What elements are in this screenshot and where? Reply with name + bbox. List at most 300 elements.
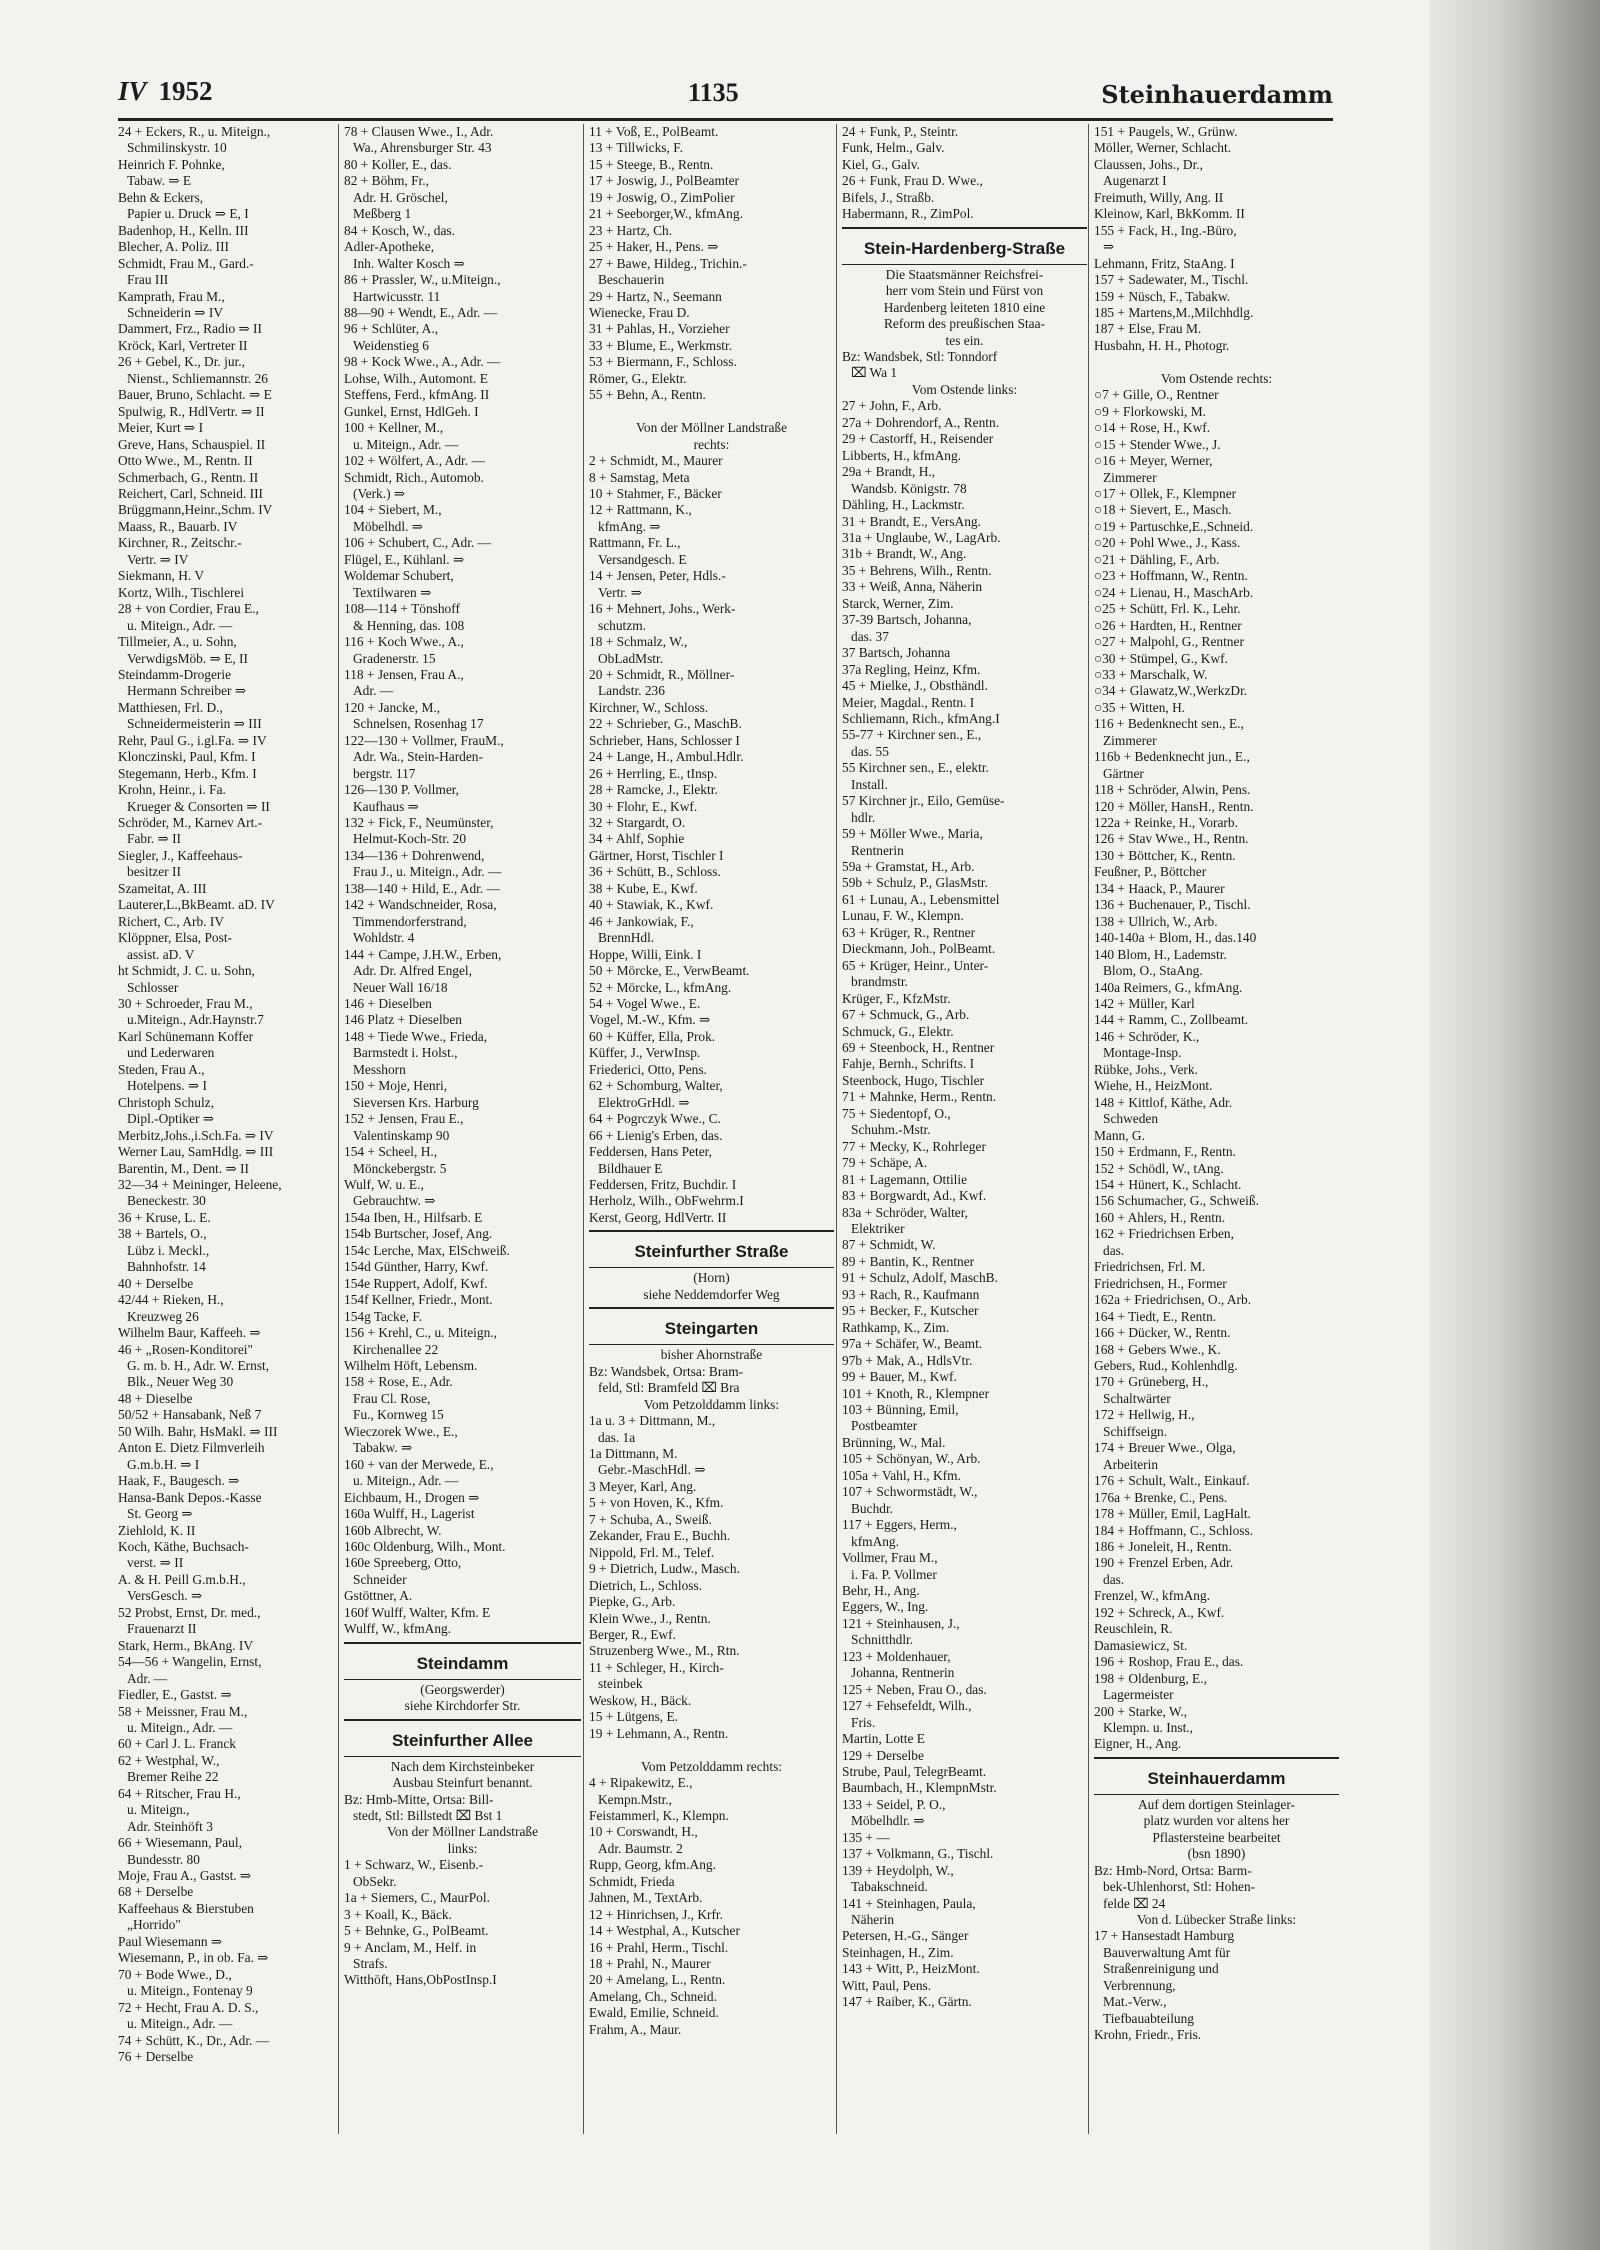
entry-continuation: Valentinskamp 90 xyxy=(353,1127,450,1143)
directory-entry: A. & H. Peill G.m.b.H., xyxy=(118,1571,246,1587)
directory-entry: 34 + Ahlf, Sophie xyxy=(589,831,685,847)
directory-entry: Kortz, Wilh., Tischlerei xyxy=(118,584,245,600)
directory-entry: Fahje, Bernh., Schrifts. I xyxy=(842,1056,975,1072)
entry-continuation: Schweden xyxy=(1103,1111,1159,1127)
entry-continuation: u. Miteign., Adr. — xyxy=(353,436,459,452)
directory-entry: 118 + Jensen, Frau A., xyxy=(344,666,464,682)
entry-continuation: Nienst., Schliemannstr. 26 xyxy=(127,370,268,386)
directory-entry: 32—34 + Meininger, Heleene, xyxy=(118,1177,282,1192)
directory-entry: Vogel, M.-W., Kfm. ⇒ xyxy=(589,1012,711,1028)
entry-continuation: Adr. H. Gröschel, xyxy=(353,189,448,205)
directory-entry: 116b + Bedenknecht jun., E., xyxy=(1094,749,1250,765)
entry-continuation: BrennHdl. xyxy=(598,930,655,946)
directory-entry: Zekander, Frau E., Buchh. xyxy=(589,1528,731,1544)
entry-continuation: VerwdigsMöb. ⇒ E, II xyxy=(127,650,248,666)
entry-continuation: Neuer Wall 16/18 xyxy=(353,979,448,995)
directory-entry: 11 + Voß, E., PolBeamt. xyxy=(589,124,719,139)
entry-continuation: Gebr.-MaschHdl. ⇒ xyxy=(598,1462,706,1478)
directory-entry: 142 + Müller, Karl xyxy=(1094,996,1195,1012)
directory-entry: 144 + Ramm, C., Zollbeamt. xyxy=(1094,1012,1249,1028)
entry-continuation: Kempn.Mstr., xyxy=(598,1791,673,1807)
directory-entry: Wilhelm Baur, Kaffeeh. ⇒ xyxy=(118,1325,261,1341)
directory-entry: 5 + von Hoven, K., Kfm. xyxy=(589,1495,724,1511)
directory-entry: Merbitz,Johs.,i.Sch.Fa. ⇒ IV xyxy=(118,1127,274,1143)
directory-entry: Rupp, Georg, kfm.Ang. xyxy=(589,1857,716,1873)
directory-entry: 29 + Castorff, H., Reisender xyxy=(842,431,994,447)
directory-entry: 123 + Moldenhauer, xyxy=(842,1648,951,1664)
entry-continuation: Timmendorferstrand, xyxy=(353,913,467,929)
entry-continuation: Schlosser xyxy=(127,979,179,995)
entry-continuation: Arbeiterin xyxy=(1103,1456,1159,1472)
directory-entry: 60 + Carl J. L. Franck xyxy=(118,1736,237,1752)
directory-entry: 162a + Friedrichsen, O., Arb. xyxy=(1094,1292,1252,1308)
page-header xyxy=(118,70,1333,121)
directory-entry: 105 + Schönyan, W., Arb. xyxy=(842,1451,981,1467)
entry-continuation: Schiffseign. xyxy=(1103,1423,1168,1439)
entry-continuation: Straßenreinigung und xyxy=(1103,1961,1219,1977)
directory-entry: ○33 + Marschalk, W. xyxy=(1094,666,1208,682)
entry-continuation: Kirchenallee 22 xyxy=(353,1341,439,1357)
directory-entry: Römer, G., Elektr. xyxy=(589,370,687,386)
directory-entry: Moje, Frau A., Gastst. ⇒ xyxy=(118,1868,252,1884)
directory-entry: 120 + Möller, HansH., Rentn. xyxy=(1094,798,1254,814)
directory-entry: 66 + Lienig's Erben, das. xyxy=(589,1127,723,1143)
entry-continuation: stedt, Stl: Billstedt ⌧ Bst 1 xyxy=(353,1807,503,1823)
directory-entry: Tillmeier, A., u. Sohn, xyxy=(118,634,237,650)
directory-entry: Bz: Wandsbek, Stl: Tonndorf xyxy=(842,348,998,364)
directory-entry: 170 + Grüneberg, H., xyxy=(1094,1374,1209,1390)
directory-entry: 198 + Oldenburg, E., xyxy=(1094,1670,1207,1686)
directory-entry: 154c Lerche, Max, ElSchweiß. xyxy=(344,1242,510,1258)
directory-entry: Badenhop, H., Kelln. III xyxy=(118,222,249,238)
directory-entry: 103 + Bünning, Emil, xyxy=(842,1401,959,1417)
directory-entry: Gstöttner, A. xyxy=(344,1588,413,1604)
directory-entry: Eichbaum, H., Drogen ⇒ xyxy=(344,1489,480,1505)
directory-entry: Stegemann, Herb., Kfm. I xyxy=(118,765,257,781)
street-note: herr vom Stein und Fürst von xyxy=(885,283,1044,299)
directory-entry: 80 + Koller, E., das. xyxy=(344,156,452,172)
street-note: Von der Möllner Landstraße xyxy=(386,1824,539,1840)
directory-entry: 54—56 + Wangelin, Ernst, xyxy=(118,1654,262,1670)
street-heading: Steinhauerdamm xyxy=(1094,1757,1339,1795)
directory-entry: ○19 + Partuschke,E.,Schneid. xyxy=(1094,518,1254,534)
directory-entry: Libberts, H., kfmAng. xyxy=(842,447,962,463)
directory-entry: Feddersen, Hans Peter, xyxy=(589,1144,712,1160)
street-heading: Steindamm xyxy=(344,1642,581,1680)
entry-continuation: Tabakw. ⇒ xyxy=(353,1440,413,1456)
directory-entry: Bifels, J., Straßb. xyxy=(842,189,935,205)
directory-entry: 141 + Steinhagen, Paula, xyxy=(842,1895,976,1911)
directory-entry: Wulf, W. u. E., xyxy=(344,1177,424,1192)
directory-entry: 17 + Hansestadt Hamburg xyxy=(1094,1928,1235,1944)
directory-entry: ○18 + Sievert, E., Masch. xyxy=(1094,502,1232,518)
entry-continuation: bek-Uhlenhorst, Stl: Hohen- xyxy=(1103,1879,1256,1895)
directory-entry: 146 Platz + Dieselben xyxy=(344,1012,462,1028)
directory-entry: 127 + Fehsefeldt, Wilh., xyxy=(842,1698,972,1714)
directory-entry: 26 + Herrling, E., tInsp. xyxy=(589,765,718,781)
directory-entry: 16 + Prahl, Herm., Tischl. xyxy=(589,1939,729,1955)
entry-continuation: Dipl.-Optiker ⇒ xyxy=(127,1111,215,1127)
directory-entry: 52 Probst, Ernst, Dr. med., xyxy=(118,1604,261,1620)
directory-entry: 55 + Behn, A., Rentn. xyxy=(589,387,706,403)
directory-entry: Weskow, H., Bäck. xyxy=(589,1692,692,1708)
entry-continuation: Mat.-Verw., xyxy=(1103,1994,1167,2010)
directory-entry: 61 + Lunau, A., Lebensmittel xyxy=(842,891,1000,907)
directory-entry: 160a Wulff, H., Lagerist xyxy=(344,1506,475,1522)
entry-continuation: Blom, O., StaAng. xyxy=(1103,963,1203,979)
directory-entry: Meier, Kurt ⇒ I xyxy=(118,420,204,436)
directory-entry: Kaffeehaus & Bierstuben xyxy=(118,1900,254,1916)
directory-entry: 52 + Mörcke, L., kfmAng. xyxy=(589,979,732,995)
directory-entry: 37-39 Bartsch, Johanna, xyxy=(842,612,972,628)
directory-entry: Eggers, W., Ing. xyxy=(842,1599,929,1615)
directory-entry: Behn & Eckers, xyxy=(118,189,204,205)
directory-entry: Strube, Paul, TelegrBeamt. xyxy=(842,1763,987,1779)
directory-entry: 164 + Tiedt, E., Rentn. xyxy=(1094,1308,1217,1324)
directory-entry: Küffer, J., VerwInsp. xyxy=(589,1045,701,1061)
directory-entry: 20 + Amelang, L., Rentn. xyxy=(589,1972,726,1988)
directory-entry: Amelang, Ch., Schneid. xyxy=(589,1988,717,2004)
directory-entry: 77 + Mecky, K., Rohrleger xyxy=(842,1138,986,1154)
directory-entry: 156 Schumacher, G., Schweiß. xyxy=(1094,1193,1259,1209)
directory-entry: Funk, Helm., Galv. xyxy=(842,140,945,156)
directory-entry: 91 + Schulz, Adolf, MaschB. xyxy=(842,1270,998,1286)
street-note: rechts: xyxy=(693,436,730,452)
entry-continuation: Tiefbauabteilung xyxy=(1103,2010,1194,2026)
entry-continuation: Versandgesch. E xyxy=(598,551,687,567)
directory-entry: 1a + Siemers, C., MaurPol. xyxy=(344,1890,490,1906)
directory-entry: 168 + Gebers Wwe., K. xyxy=(1094,1341,1221,1357)
volume-year xyxy=(118,76,213,107)
entry-continuation: Elektriker xyxy=(851,1221,905,1236)
entry-continuation: Schnitthdlr. xyxy=(851,1632,914,1648)
directory-entry: 154g Tacke, F. xyxy=(344,1308,423,1324)
street-note: (Horn) xyxy=(693,1270,730,1286)
entry-continuation: assist. aD. V xyxy=(127,946,195,962)
directory-entry: Paul Wiesemann ⇒ xyxy=(118,1933,223,1949)
directory-entry: 38 + Kube, E., Kwf. xyxy=(589,880,698,896)
directory-entry: 158 + Rose, E., Adr. xyxy=(344,1374,453,1390)
directory-entry: 62 + Westphal, W., xyxy=(118,1752,220,1768)
directory-entry: Lohse, Wilh., Automont. E xyxy=(344,370,488,386)
directory-entry: Wiehe, H., HeizMont. xyxy=(1094,1078,1213,1094)
directory-entry: Herholz, Wilh., ObFwehrm.I xyxy=(589,1193,744,1209)
directory-entry: ○27 + Malpohl, G., Rentner xyxy=(1094,634,1244,650)
directory-entry: Ziehlold, K. II xyxy=(118,1522,196,1538)
street-note: Nach dem Kirchsteinbeker xyxy=(390,1758,535,1774)
directory-entry: 15 + Lütgens, E. xyxy=(589,1709,679,1725)
directory-entry: 55-77 + Kirchner sen., E., xyxy=(842,727,982,743)
directory-entry: 144 + Campe, J.H.W., Erben, xyxy=(344,946,502,962)
directory-entry: ○25 + Schütt, Frl. K., Lehr. xyxy=(1094,601,1241,617)
directory-entry: Steffens, Ferd., kfmAng. II xyxy=(344,387,490,403)
directory-entry: Szameitat, A. III xyxy=(118,880,207,896)
street-note: Von d. Lübecker Straße links: xyxy=(1136,1912,1297,1928)
entry-continuation: Adr. Steinhöft 3 xyxy=(127,1818,213,1834)
directory-entry: 152 + Jensen, Frau E., xyxy=(344,1111,464,1127)
directory-entry: Jahnen, M., TextArb. xyxy=(589,1890,703,1906)
directory-entry: Blecher, A. Poliz. III xyxy=(118,239,230,255)
directory-entry: Haak, F., Baugesch. ⇒ xyxy=(118,1473,240,1489)
directory-entry: 50/52 + Hansabank, Neß 7 xyxy=(118,1407,262,1423)
entry-continuation: verst. ⇒ II xyxy=(127,1555,184,1571)
directory-entry: 40 + Derselbe xyxy=(118,1275,194,1291)
entry-continuation: Barmstedt i. Holst., xyxy=(353,1045,458,1061)
directory-entry: 3 + Koall, K., Bäck. xyxy=(344,1906,452,1922)
directory-entry: 148 + Kittlof, Käthe, Adr. xyxy=(1094,1094,1233,1110)
entry-continuation: Bremer Reihe 22 xyxy=(127,1769,219,1785)
directory-entry: Wilhelm Höft, Lebensm. xyxy=(344,1357,478,1373)
entry-continuation: das. xyxy=(1103,1571,1125,1587)
directory-entry: 27a + Dohrendorf, A., Rentn. xyxy=(842,414,1000,430)
directory-entry: 48 + Dieselbe xyxy=(118,1390,193,1406)
directory-entry: 106 + Schubert, C., Adr. — xyxy=(344,535,492,551)
directory-entry: Kleinow, Karl, BkKomm. II xyxy=(1094,206,1245,222)
directory-entry: 81 + Lagemann, Ottilie xyxy=(842,1171,968,1187)
directory-entry: Heinrich F. Pohnke, xyxy=(118,156,225,172)
directory-entry: Klöppner, Elsa, Post- xyxy=(118,930,233,946)
entry-continuation: Krueger & Consorten ⇒ II xyxy=(127,798,270,814)
directory-entry: Schrieber, Hans, Schlosser I xyxy=(589,732,740,748)
directory-entry: 154d Günther, Harry, Kwf. xyxy=(344,1259,489,1275)
directory-entry: 62 + Schomburg, Walter, xyxy=(589,1078,723,1094)
entry-continuation: Inh. Walter Kosch ⇒ xyxy=(353,255,465,271)
directory-entry: 29 + Hartz, N., Seemann xyxy=(589,288,722,304)
spacer xyxy=(589,404,834,420)
entry-continuation: hdlr. xyxy=(851,809,876,825)
directory-entry: Gunkel, Ernst, HdlGeh. I xyxy=(344,403,479,419)
street-note: (bsn 1890) xyxy=(1187,1846,1246,1862)
directory-entry: 200 + Starke, W., xyxy=(1094,1703,1188,1719)
directory-entry: 154b Burtscher, Josef, Ang. xyxy=(344,1226,493,1242)
entry-continuation: Kreuzweg 26 xyxy=(127,1308,199,1324)
directory-entry: Ewald, Emilie, Schneid. xyxy=(589,2005,719,2021)
directory-entry: 57 Kirchner jr., Eilo, Gemüse- xyxy=(842,793,1005,809)
entry-continuation: Fu., Kornweg 15 xyxy=(353,1407,444,1423)
directory-entry: 190 + Frenzel Erben, Adr. xyxy=(1094,1555,1234,1571)
entry-continuation: Lübz i. Meckl., xyxy=(127,1242,210,1258)
directory-entry: 59a + Gramstat, H., Arb. xyxy=(842,859,975,875)
directory-entry: 192 + Schreck, A., Kwf. xyxy=(1094,1604,1225,1620)
entry-continuation: Tabaw. ⇒ E xyxy=(127,173,192,189)
directory-entry: Mann, G. xyxy=(1094,1127,1145,1143)
directory-column-2 xyxy=(338,124,585,2134)
directory-entry: 31b + Brandt, W., Ang. xyxy=(842,546,967,562)
directory-entry: Reichert, Carl, Schneid. III xyxy=(118,485,264,501)
directory-entry: 102 + Wölfert, A., Adr. — xyxy=(344,453,485,469)
directory-entry: Freimuth, Willy, Ang. II xyxy=(1094,189,1224,205)
entry-continuation: Bildhauer E xyxy=(598,1160,663,1176)
directory-entry: 68 + Derselbe xyxy=(118,1884,194,1900)
directory-entry: Berger, R., Ewf. xyxy=(589,1626,676,1642)
directory-entry: 28 + von Cordier, Frau E., xyxy=(118,601,259,617)
directory-entry: 18 + Schmalz, W., xyxy=(589,634,688,650)
directory-entry: 67 + Schmuck, G., Arb. xyxy=(842,1007,970,1023)
entry-continuation: Hermann Schreiber ⇒ xyxy=(127,683,247,699)
directory-entry: 75 + Siedentopf, O., xyxy=(842,1105,951,1121)
directory-entry: 126—130 P. Vollmer, xyxy=(344,782,460,798)
directory-entry: 156 + Krehl, C., u. Miteign., xyxy=(344,1325,497,1341)
entry-continuation: Wa., Ahrensburger Str. 43 xyxy=(353,140,492,156)
directory-entry: 185 + Martens,M.,Milchhdlg. xyxy=(1094,304,1254,320)
directory-entry: 5 + Behnke, G., PolBeamt. xyxy=(344,1923,489,1939)
entry-continuation: Schneiderin ⇒ IV xyxy=(127,304,224,320)
street-note: Hardenberg leiteten 1810 eine xyxy=(883,299,1046,315)
directory-entry: 35 + Behrens, Wilh., Rentn. xyxy=(842,562,992,578)
street-note: Reform des preußischen Staa- xyxy=(883,316,1045,332)
directory-entry: Dietrich, L., Schloss. xyxy=(589,1577,703,1593)
street-note: Die Staatsmänner Reichsfrei- xyxy=(885,266,1044,282)
directory-entry: 12 + Hinrichsen, J., Krfr. xyxy=(589,1906,723,1922)
directory-entry: Matthiesen, Frl. D., xyxy=(118,699,223,715)
directory-entry: 146 + Schröder, K., xyxy=(1094,1028,1200,1044)
entry-continuation: Helmut-Koch-Str. 20 xyxy=(353,831,467,847)
directory-entry: Woldemar Schubert, xyxy=(344,568,454,584)
directory-entry: Krohn, Friedr., Fris. xyxy=(1094,2027,1202,2043)
entry-continuation: besitzer II xyxy=(127,864,181,880)
directory-column-1 xyxy=(118,124,336,2134)
directory-entry: 12 + Rattmann, K., xyxy=(589,502,692,518)
directory-entry: ○30 + Stümpel, G., Kwf. xyxy=(1094,650,1228,666)
entry-continuation: i. Fa. P. Vollmer xyxy=(851,1566,937,1582)
entry-continuation: felde ⌧ 24 xyxy=(1103,1895,1166,1911)
directory-entry: 45 + Mielke, J., Obsthändl. xyxy=(842,678,988,694)
directory-entry: Wieczorek Wwe., E., xyxy=(344,1423,458,1439)
street-note: Auf dem dortigen Steinlager- xyxy=(1137,1796,1296,1812)
directory-entry: 140-140a + Blom, H., das.140 xyxy=(1094,930,1257,946)
directory-entry: Fiedler, E., Gastst. ⇒ xyxy=(118,1687,232,1703)
directory-entry: Wienecke, Frau D. xyxy=(589,304,690,320)
directory-entry: Vollmer, Frau M., xyxy=(842,1550,938,1566)
directory-entry: Brüggmann,Heinr.,Schm. IV xyxy=(118,502,273,518)
entry-continuation: Rentnerin xyxy=(851,842,904,858)
entry-continuation: Install. xyxy=(851,776,888,792)
directory-entry: 37 Bartsch, Johanna xyxy=(842,645,951,661)
entry-continuation: Gebrauchtw. ⇒ xyxy=(353,1193,436,1209)
directory-entry: 96 + Schlüter, A., xyxy=(344,321,439,337)
directory-entry: Lehmann, Fritz, StaAng. I xyxy=(1094,255,1235,271)
entry-continuation: (Verk.) ⇒ xyxy=(353,485,406,501)
directory-entry: 187 + Else, Frau M. xyxy=(1094,321,1202,337)
directory-entry: Claussen, Johs., Dr., xyxy=(1094,156,1203,172)
directory-entry: Piepke, G., Arb. xyxy=(589,1594,676,1610)
entry-continuation: St. Georg ⇒ xyxy=(127,1506,193,1522)
street-note: platz wurden vor altens her xyxy=(1143,1813,1290,1829)
entry-continuation: Blk., Neuer Weg 30 xyxy=(127,1374,234,1390)
entry-continuation: bergstr. 117 xyxy=(353,765,416,781)
entry-continuation: Adr. Wa., Stein-Harden- xyxy=(353,749,483,765)
directory-entry: Otto Wwe., M., Rentn. II xyxy=(118,453,253,469)
directory-entry: Steden, Frau A., xyxy=(118,1061,205,1077)
directory-entry: 148 + Tiede Wwe., Frieda, xyxy=(344,1028,488,1044)
entry-continuation: feld, Stl: Bramfeld ⌧ Bra xyxy=(598,1380,740,1396)
directory-entry: 178 + Müller, Emil, LagHalt. xyxy=(1094,1506,1251,1522)
directory-entry: Schmuck, G., Elektr. xyxy=(842,1023,954,1039)
directory-entry: Bz: Wandsbek, Ortsa: Bram- xyxy=(589,1363,744,1379)
street-heading: Steinfurther Allee xyxy=(344,1719,581,1757)
entry-continuation: Schneidermeisterin ⇒ III xyxy=(127,716,262,732)
directory-entry: 125 + Neben, Frau O., das. xyxy=(842,1681,987,1697)
directory-entry: 100 + Kellner, M., xyxy=(344,420,444,436)
entry-continuation: Vertr. ⇒ IV xyxy=(127,551,189,567)
directory-entry: Frahm, A., Maur. xyxy=(589,2021,682,2037)
directory-entry: 50 + Mörcke, E., VerwBeamt. xyxy=(589,963,750,979)
directory-entry: 63 + Krüger, R., Rentner xyxy=(842,924,976,940)
directory-entry: Schröder, M., Karnev Art.- xyxy=(118,815,263,831)
directory-entry: 27 + John, F., Arb. xyxy=(842,398,942,414)
directory-entry: 59b + Schulz, P., GlasMstr. xyxy=(842,875,988,891)
directory-entry: 70 + Bode Wwe., D., xyxy=(118,1966,232,1982)
directory-entry: Stark, Herm., BkAng. IV xyxy=(118,1637,254,1653)
directory-entry: 172 + Hellwig, H., xyxy=(1094,1407,1195,1423)
directory-entry: Meier, Magdal., Rentn. I xyxy=(842,694,975,710)
directory-entry: Kirchner, R., Zeitschr.- xyxy=(118,535,242,551)
entry-continuation: Postbeamter xyxy=(851,1418,918,1434)
directory-entry: 26 + Funk, Frau D. Wwe., xyxy=(842,173,983,189)
entry-continuation: Adr. — xyxy=(127,1670,168,1686)
directory-entry: 166 + Dücker, W., Rentn. xyxy=(1094,1325,1231,1341)
directory-entry: ○16 + Meyer, Werner, xyxy=(1094,453,1213,469)
directory-entry: 65 + Krüger, Heinr., Unter- xyxy=(842,957,989,973)
entry-continuation: Schmilinskystr. 10 xyxy=(127,140,227,156)
directory-entry: 155 + Fack, H., Ing.-Büro, xyxy=(1094,222,1237,238)
directory-entry: Friedrichsen, H., Former xyxy=(1094,1275,1227,1291)
directory-entry: 36 + Schütt, B., Schloss. xyxy=(589,864,721,880)
entry-continuation: Frauenarzt II xyxy=(127,1621,197,1637)
directory-entry: Schmerbach, G., Rentn. II xyxy=(118,469,259,485)
entry-continuation: u. Miteign., Adr. — xyxy=(127,617,233,633)
entry-continuation: Frau Cl. Rose, xyxy=(353,1390,431,1406)
directory-entry: Spulwig, R., HdlVertr. ⇒ II xyxy=(118,403,265,419)
directory-entry: 142 + Wandschneider, Rosa, xyxy=(344,897,497,913)
street-note: Pflastersteine bearbeitet xyxy=(1152,1829,1281,1845)
directory-entry: 120 + Jancke, M., xyxy=(344,699,441,715)
directory-entry: ○20 + Pohl Wwe., J., Kass. xyxy=(1094,535,1241,551)
directory-entry: 117 + Eggers, Herm., xyxy=(842,1517,957,1533)
directory-entry: 186 + Joneleit, H., Rentn. xyxy=(1094,1538,1232,1554)
directory-entry: 36 + Kruse, L. E. xyxy=(118,1209,211,1225)
directory-entry: Eigner, H., Ang. xyxy=(1094,1736,1182,1752)
directory-entry: Lunau, F. W., Klempn. xyxy=(842,908,964,924)
entry-continuation: u. Miteign., Fontenay 9 xyxy=(127,1983,253,1999)
entry-continuation: Kaufhaus ⇒ xyxy=(353,798,419,814)
entry-continuation: Schneider xyxy=(353,1571,407,1587)
entry-continuation: Beneckestr. 30 xyxy=(127,1193,206,1209)
directory-entry: Feistammerl, K., Klempn. xyxy=(589,1807,729,1823)
directory-entry: ○9 + Florkowski, M. xyxy=(1094,403,1206,419)
entry-continuation: Mönckebergstr. 5 xyxy=(353,1160,447,1176)
directory-entry: 160e Spreeberg, Otto, xyxy=(344,1555,462,1571)
directory-entry: 1 + Schwarz, W., Eisenb.- xyxy=(344,1857,484,1873)
directory-entry: 66 + Wiesemann, Paul, xyxy=(118,1835,242,1851)
directory-entry: 31a + Unglaube, W., LagArb. xyxy=(842,529,1001,545)
directory-entry: Rübke, Johs., Verk. xyxy=(1094,1061,1198,1077)
entry-continuation: ObLadMstr. xyxy=(598,650,664,666)
entry-continuation: Johanna, Rentnerin xyxy=(851,1665,955,1681)
directory-entry: 174 + Breuer Wwe., Olga, xyxy=(1094,1440,1236,1456)
directory-entry: Klein Wwe., J., Rentn. xyxy=(589,1610,711,1626)
directory-entry: 4 + Ripakewitz, E., xyxy=(589,1775,693,1791)
street-running-title: Steinhauerdamm xyxy=(1101,80,1333,109)
spacer xyxy=(589,1742,834,1758)
directory-entry: Habermann, R., ZimPol. xyxy=(842,206,974,222)
directory-entry: 10 + Stahmer, F., Bäcker xyxy=(589,485,722,501)
directory-entry: Bz: Hmb-Nord, Ortsa: Barm- xyxy=(1094,1862,1252,1878)
directory-entry: Husbahn, H. H., Photogr. xyxy=(1094,337,1230,353)
entry-continuation: VersGesch. ⇒ xyxy=(127,1588,203,1604)
directory-entry: 150 + Erdmann, F., Rentn. xyxy=(1094,1144,1236,1160)
directory-entry: 29a + Brandt, H., xyxy=(842,464,936,480)
